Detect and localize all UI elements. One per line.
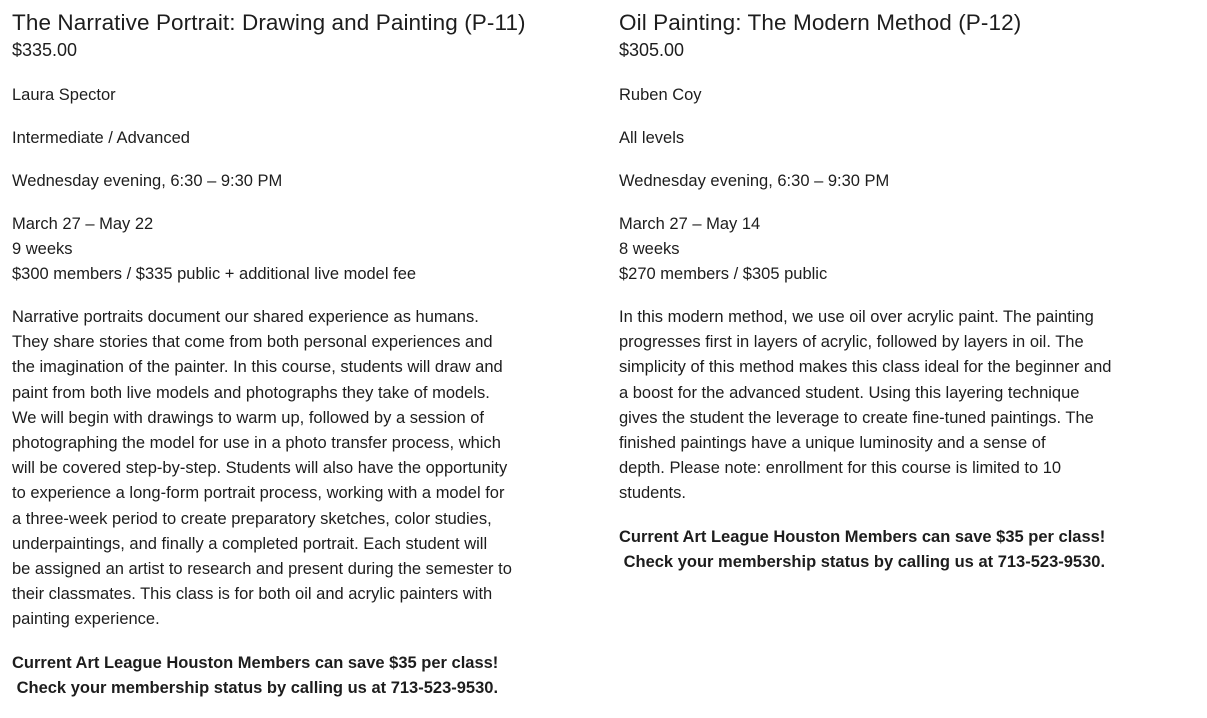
description-line: paint from both live models and photographs they take of models. — [12, 383, 490, 402]
description-line: a three-week period to create preparatory sketches, color studies, — [12, 509, 492, 528]
course-dates: March 27 – May 14 — [619, 215, 761, 233]
promo-line: Current Art League Houston Members can save $35 per class! — [12, 653, 499, 672]
course-dates-block — [619, 212, 1199, 287]
course-dates: March 27 – May 22 — [12, 215, 154, 233]
description-line: They share stories that come from both personal experiences and — [12, 333, 493, 352]
course-level: Intermediate / Advanced — [12, 129, 190, 147]
description-line: will be covered step-by-step. Students will also have the opportunity — [12, 459, 508, 478]
description-line: gives the student the leverage to create fine-tuned paintings. The — [619, 408, 1094, 427]
course-level: All levels — [619, 129, 685, 147]
course-schedule: Wednesday evening, 6:30 – 9:30 PM — [619, 172, 890, 190]
course-instructor: Laura Spector — [12, 86, 116, 104]
description-line: underpaintings, and finally a completed portrait. Each student will — [12, 534, 488, 553]
description-line: Narrative portraits document our shared experience as humans. — [12, 308, 479, 326]
course-card-p11 — [12, 10, 592, 701]
membership-promo — [619, 525, 1199, 575]
description-line: finished paintings have a unique luminosity and a sense of — [619, 434, 1046, 453]
membership-promo — [12, 651, 592, 701]
course-duration: 8 weeks — [619, 240, 680, 258]
course-price: $305.00 — [619, 40, 685, 60]
description-line: the imagination of the painter. In this course, students will draw and — [12, 358, 503, 377]
course-description — [12, 305, 592, 633]
promo-line: Check your membership status by calling us at 713-523-9530. — [12, 678, 499, 697]
course-card-p12 — [619, 10, 1199, 575]
course-description — [619, 305, 1199, 507]
description-line: their classmates. This class is for both oil and acrylic painters with — [12, 585, 493, 604]
description-line: simplicity of this method makes this class ideal for the beginner and — [619, 358, 1112, 377]
description-line: students. — [619, 484, 686, 503]
course-dates-block — [12, 212, 592, 287]
course-title[interactable]: The Narrative Portrait: Drawing and Painting (P-11) — [12, 10, 526, 35]
course-duration: 9 weeks — [12, 240, 73, 258]
description-line: painting experience. — [12, 610, 160, 629]
description-line: be assigned an artist to research and present during the semester to — [12, 560, 512, 579]
description-line: to experience a long-form portrait process, working with a model for — [12, 484, 505, 503]
description-line: depth. Please note: enrollment for this course is limited to 10 — [619, 459, 1062, 478]
description-line: a boost for the advanced student. Using this layering technique — [619, 383, 1080, 402]
promo-line: Check your membership status by calling us at 713-523-9530. — [619, 552, 1106, 571]
description-line: We will begin with drawings to warm up, followed by a session of — [12, 408, 484, 427]
course-title[interactable]: Oil Painting: The Modern Method (P-12) — [619, 10, 1022, 35]
course-fees: $300 members / $335 public + additional live model fee — [12, 265, 417, 283]
course-schedule: Wednesday evening, 6:30 – 9:30 PM — [12, 172, 283, 190]
course-instructor: Ruben Coy — [619, 86, 702, 104]
course-price: $335.00 — [12, 40, 78, 60]
promo-line: Current Art League Houston Members can save $35 per class! — [619, 527, 1106, 546]
course-fees: $270 members / $305 public — [619, 265, 828, 283]
description-line: progresses first in layers of acrylic, followed by layers in oil. The — [619, 333, 1084, 352]
description-line: In this modern method, we use oil over acrylic paint. The painting — [619, 308, 1094, 326]
description-line: photographing the model for use in a photo transfer process, which — [12, 434, 501, 453]
